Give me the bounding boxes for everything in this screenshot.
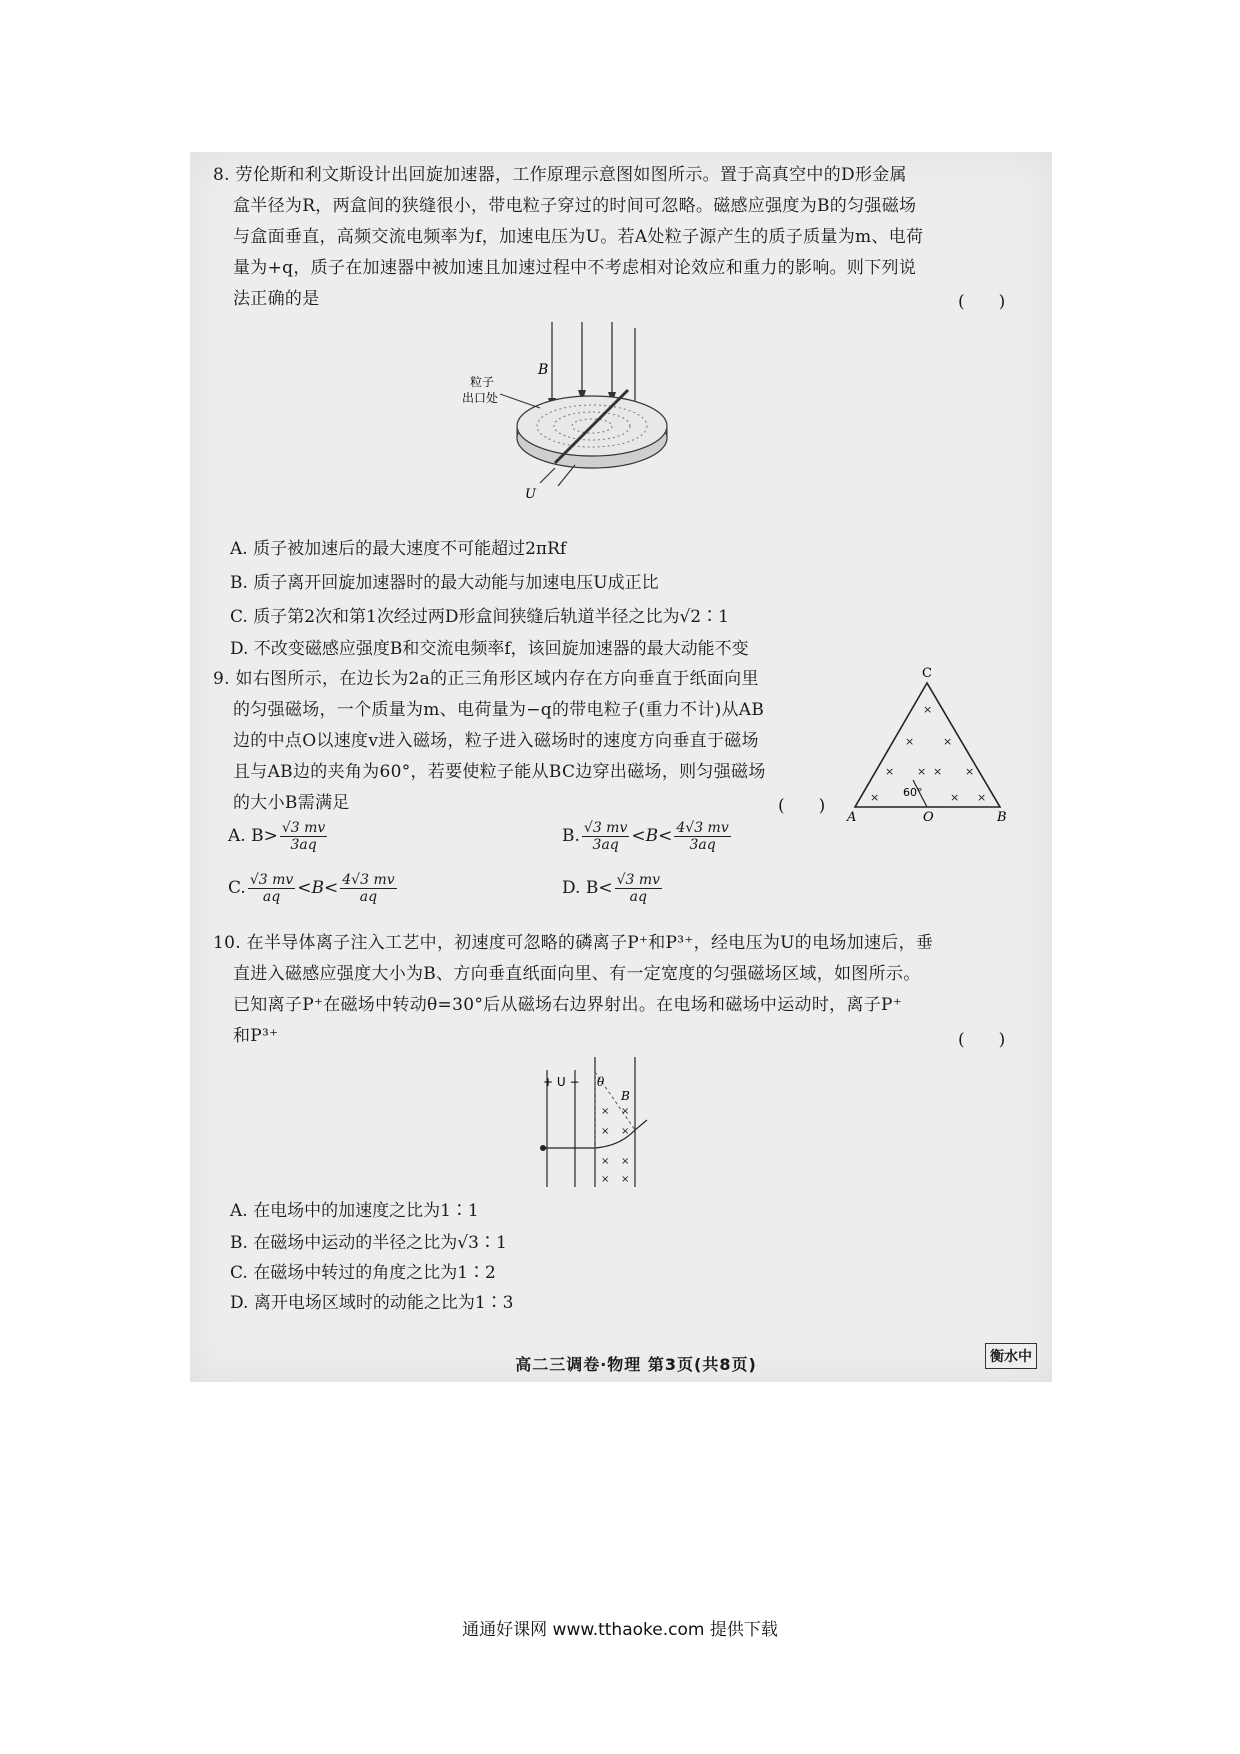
vertex-b-label: B	[997, 810, 1007, 825]
svg-text:×: ×	[601, 1156, 610, 1167]
q10-option-b: B. 在磁场中运动的半径之比为√3∶1	[230, 1233, 507, 1253]
svg-text:×: ×	[923, 703, 933, 716]
q9-b-denominator-1: 3aq	[592, 837, 619, 853]
q9-d-denominator: aq	[629, 889, 647, 905]
q8-line: 量为+q，质子在加速器中被加速且加速过程中不考虑相对论效应和重力的影响。则下列说	[233, 258, 917, 278]
q9-option-c-fraction-2	[340, 872, 396, 905]
school-tag: 衡水中	[985, 1343, 1037, 1369]
q9-b-denominator-2: 3aq	[689, 837, 716, 853]
q9-c-numerator-2: 4√3 mv	[342, 872, 395, 888]
q8-line: 盒半径为R，两盒间的狭缝很小，带电粒子穿过的时间可忽略。磁感应强度为B的匀强磁场	[233, 196, 917, 216]
q9-option-c-inequality: <B<	[297, 878, 339, 898]
svg-text:×: ×	[905, 735, 915, 748]
q10-option-d: D. 离开电场区域时的动能之比为1∶3	[230, 1293, 514, 1313]
exit-label-line2: 出口处	[462, 391, 499, 405]
cyclotron-diagram	[462, 318, 700, 523]
q9-c-denominator-1: aq	[262, 889, 281, 905]
q9-option-a	[228, 820, 329, 853]
b-field-label: B	[621, 1089, 630, 1103]
question-8-text	[213, 160, 1013, 315]
svg-text:×: ×	[601, 1174, 610, 1185]
q10-option-c: C. 在磁场中转过的角度之比为1∶2	[230, 1263, 496, 1283]
triangle-field-diagram	[845, 665, 1015, 825]
download-source-line: 通通好课网 www.tthaoke.com 提供下载	[462, 1620, 778, 1640]
q8-line: 法正确的是	[233, 289, 320, 309]
theta-label: θ	[597, 1075, 605, 1089]
q9-option-c-prefix: C.	[228, 878, 246, 898]
svg-text:×: ×	[917, 765, 927, 778]
q10-answer-blank: ( )	[958, 1030, 1006, 1050]
ion-implantation-diagram	[535, 1052, 665, 1192]
q9-b-numerator-2: 4√3 mv	[676, 820, 729, 836]
q10-line: 和P³⁺	[233, 1026, 279, 1046]
q9-option-b-inequality: <B<	[631, 826, 673, 846]
angle-label: 60°	[903, 786, 923, 799]
q9-c-denominator-2: aq	[359, 889, 378, 905]
q8-line: 8. 劳伦斯和利文斯设计出回旋加速器，工作原理示意图如图所示。置于高真空中的D形金属	[213, 165, 907, 185]
q8-option-b: B. 质子离开回旋加速器时的最大动能与加速电压U成正比	[230, 573, 659, 593]
q10-line: 直进入磁感应强度大小为B、方向垂直纸面向里、有一定宽度的匀强磁场区域，如图所示。	[233, 964, 921, 984]
svg-text:×: ×	[621, 1156, 630, 1167]
svg-text:×: ×	[601, 1106, 610, 1117]
vertex-a-label: A	[847, 810, 857, 825]
svg-text:×: ×	[885, 765, 895, 778]
svg-text:×: ×	[870, 791, 880, 804]
point-o-label: O	[923, 810, 934, 825]
q9-option-c-fraction-1	[248, 872, 295, 905]
q9-line: 的匀强磁场，一个质量为m、电荷量为−q的带电粒子(重力不计)从AB	[233, 700, 765, 720]
svg-text:×: ×	[621, 1106, 630, 1117]
q9-c-numerator-1: √3 mv	[249, 872, 294, 888]
svg-text:×: ×	[933, 765, 943, 778]
q9-line: 9. 如右图所示，在边长为2a的正三角形区域内存在方向垂直于纸面向里	[213, 669, 759, 689]
q9-option-d	[562, 872, 664, 905]
svg-text:×: ×	[977, 791, 987, 804]
vertex-c-label: C	[922, 666, 932, 681]
question-10-text	[213, 928, 1033, 1052]
q9-option-b	[562, 820, 733, 853]
voltage-label: + U −	[543, 1075, 580, 1089]
magnetic-field-label: B	[538, 362, 549, 378]
q9-line: 边的中点O以速度v进入磁场，粒子进入磁场时的速度方向垂直于磁场	[233, 731, 759, 751]
q9-d-numerator: √3 mv	[616, 872, 661, 888]
q8-option-c: C. 质子第2次和第1次经过两D形盒间狭缝后轨道半径之比为√2∶1	[230, 607, 729, 627]
q9-option-a-fraction	[280, 820, 327, 853]
q9-option-b-prefix: B.	[562, 826, 580, 846]
svg-text:×: ×	[621, 1174, 630, 1185]
q9-option-b-fraction-2	[674, 820, 730, 853]
q8-option-d: D. 不改变磁感应强度B和交流电频率f，该回旋加速器的最大动能不变	[230, 639, 749, 659]
svg-text:×: ×	[601, 1126, 610, 1137]
svg-text:×: ×	[950, 791, 960, 804]
voltage-label: U	[525, 487, 536, 502]
q10-option-a: A. 在电场中的加速度之比为1∶1	[230, 1201, 479, 1221]
q8-answer-blank: ( )	[958, 292, 1006, 312]
svg-text:×: ×	[621, 1126, 630, 1137]
q9-a-numerator: √3 mv	[281, 820, 326, 836]
q10-line: 10. 在半导体离子注入工艺中，初速度可忽略的磷离子P⁺和P³⁺，经电压为U的电场加速后，垂	[213, 933, 934, 953]
q9-line: 且与AB边的夹角为60°，若要使粒子能从BC边穿出磁场，则匀强磁场	[233, 762, 766, 782]
q9-option-a-prefix: A. B>	[228, 826, 278, 846]
q9-b-numerator-1: √3 mv	[583, 820, 628, 836]
q8-option-a: A. 质子被加速后的最大速度不可能超过2πRf	[230, 539, 567, 559]
q9-answer-blank: ( )	[778, 796, 826, 816]
question-9-text	[213, 664, 853, 819]
q10-line: 已知离子P⁺在磁场中转动θ=30°后从磁场右边界射出。在电场和磁场中运动时，离子P⁺	[233, 995, 903, 1015]
q9-option-b-fraction-1	[582, 820, 629, 853]
svg-text:×: ×	[943, 735, 953, 748]
q9-option-c	[228, 872, 399, 905]
q9-option-d-prefix: D. B<	[562, 878, 613, 898]
exit-label-line1: 粒子	[470, 375, 495, 389]
q9-line: 的大小B需满足	[233, 793, 350, 813]
q9-a-denominator: 3aq	[290, 837, 317, 853]
q9-option-d-fraction	[615, 872, 662, 905]
q8-line: 与盒面垂直，高频交流电频率为f，加速电压为U。若A处粒子源产生的质子质量为m、电荷	[233, 227, 924, 247]
svg-text:×: ×	[965, 765, 975, 778]
page-footer: 高二三调卷·物理 第3页(共8页)	[515, 1355, 757, 1374]
